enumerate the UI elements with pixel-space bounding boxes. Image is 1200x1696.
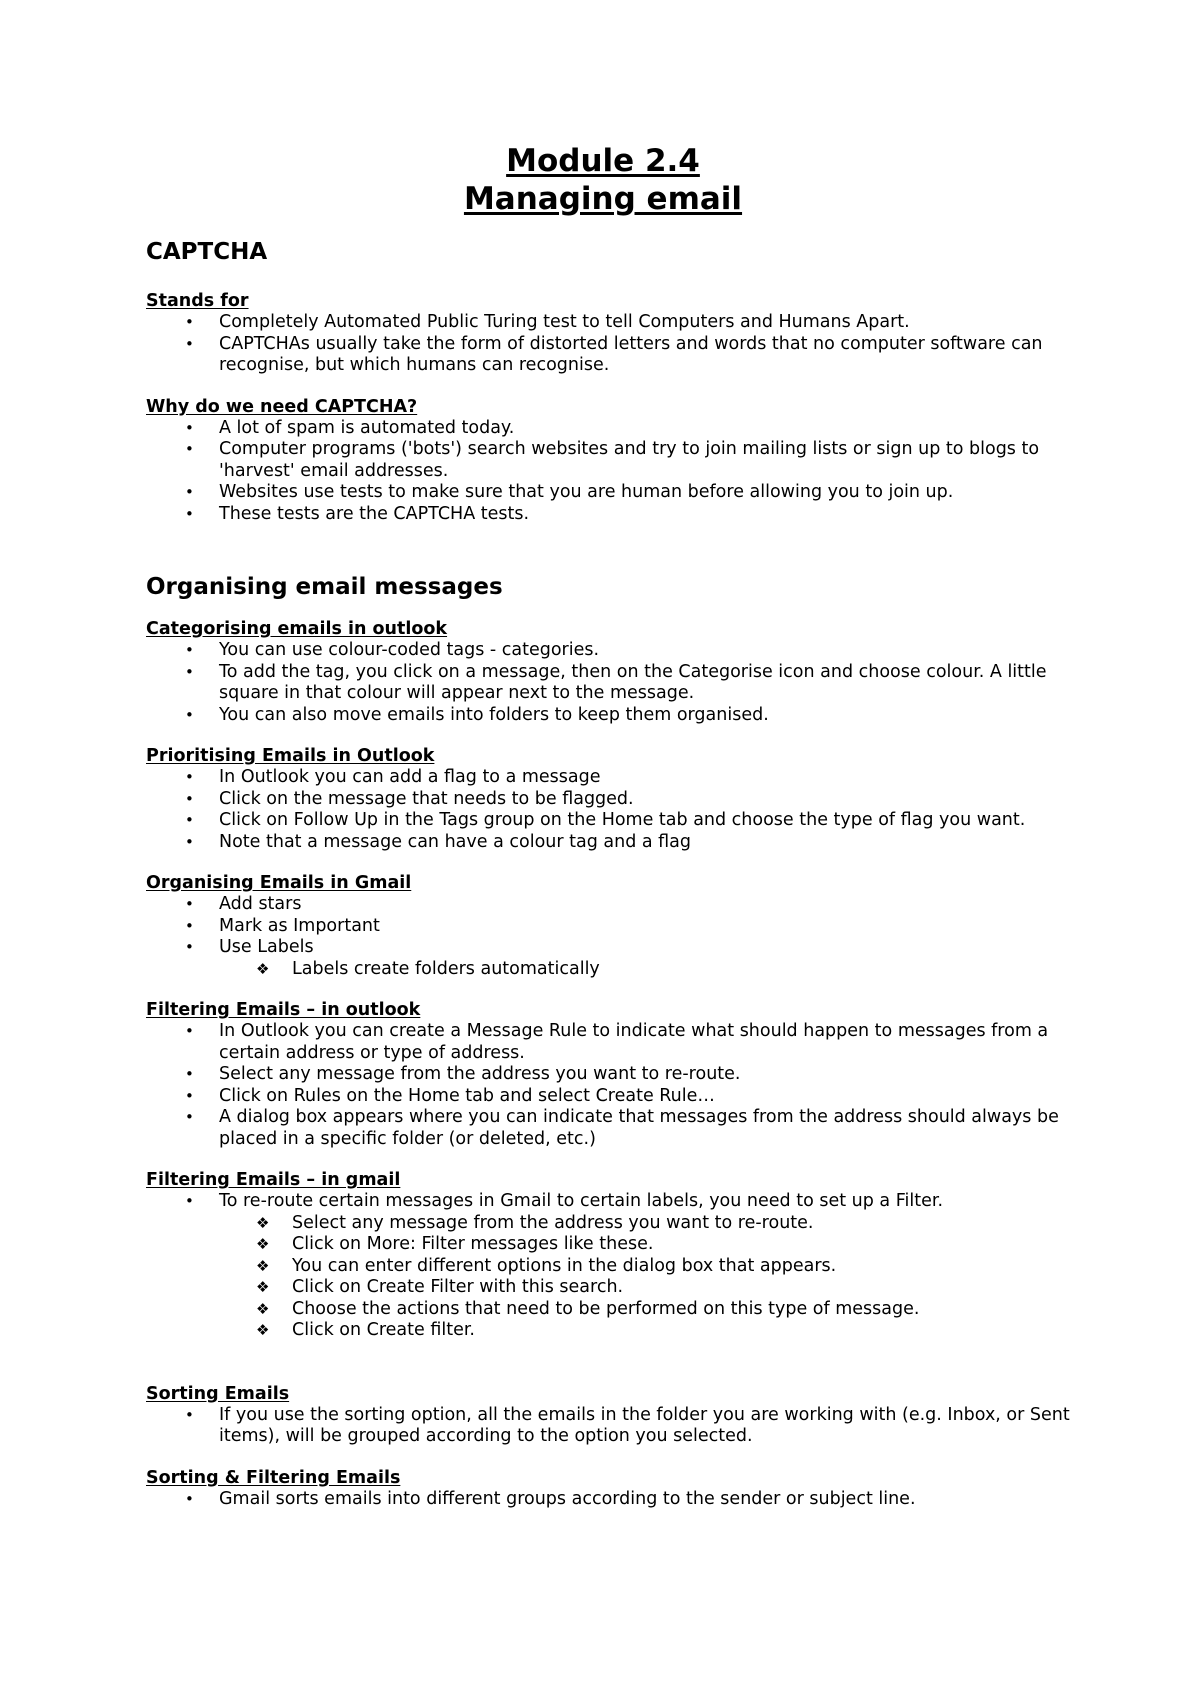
list-item: • You can also move emails into folders to keep them organised. [146, 705, 1100, 727]
list-item: • You can use colour-coded tags - categories. [146, 640, 1100, 662]
list-item: • Mark as Important [146, 916, 1100, 938]
prioritising-list [146, 767, 1100, 853]
list-item: • Gmail sorts emails into different groups according to the sender or subject line. [146, 1489, 1100, 1511]
filter-outlook-heading: Filtering Emails – in outlook [146, 1000, 421, 1020]
list-item [146, 937, 1100, 980]
list-item: • Note that a message can have a colour tag and a flag [146, 832, 1100, 854]
list-item: • A dialog box appears where you can indicate that messages from the address should always be placed in a specific folder (or deleted, etc.) [146, 1107, 1100, 1150]
list-item: • Websites use tests to make sure that you are human before allowing you to join up. [146, 482, 1100, 504]
list-item: • A lot of spam is automated today. [146, 418, 1100, 440]
list-item: • These tests are the CAPTCHA tests. [146, 504, 1100, 526]
why-captcha-list [146, 418, 1100, 526]
list-item: • CAPTCHAs usually take the form of distorted letters and words that no computer software can recognise, but which humans can recognise. [146, 334, 1100, 377]
gmail-organising-list [146, 894, 1100, 980]
captcha-heading: CAPTCHA [146, 239, 268, 265]
sub-list-item: ❖ Select any message from the address you want to re-route. [146, 1213, 1100, 1235]
list-item-text: To re-route certain messages in Gmail to certain labels, you need to set up a Filter. [219, 1191, 944, 1211]
list-item: • Click on Rules on the Home tab and select Create Rule… [146, 1086, 1100, 1108]
filter-gmail-heading: Filtering Emails – in gmail [146, 1170, 401, 1190]
list-item: • Select any message from the address you want to re-route. [146, 1064, 1100, 1086]
list-item: • Click on the message that needs to be flagged. [146, 789, 1100, 811]
list-item [146, 1191, 1100, 1342]
sorting-heading: Sorting Emails [146, 1383, 290, 1404]
sub-list-item: ❖ Click on Create Filter with this search. [146, 1277, 1100, 1299]
sub-list-item: ❖ Click on More: Filter messages like these. [146, 1234, 1100, 1256]
organising-heading: Organising email messages [146, 574, 503, 600]
list-item: • In Outlook you can add a flag to a message [146, 767, 1100, 789]
categorising-heading: Categorising emails in outlook [146, 619, 448, 639]
sort-filter-heading: Sorting & Filtering Emails [146, 1467, 401, 1488]
document-title [106, 142, 1100, 218]
filter-outlook-list [146, 1021, 1100, 1150]
sub-list-item: ❖ Labels create folders automatically [146, 959, 1100, 981]
filter-gmail-sub-list [146, 1213, 1100, 1342]
why-captcha-heading: Why do we need CAPTCHA? [146, 396, 418, 417]
list-item: • Click on Follow Up in the Tags group on the Home tab and choose the type of flag you want. [146, 810, 1100, 832]
prioritising-heading: Prioritising Emails in Outlook [146, 746, 435, 766]
filter-gmail-list [146, 1191, 1100, 1342]
sub-list-item: ❖ Click on Create filter. [146, 1320, 1100, 1342]
sub-list-item: ❖ You can enter different options in the dialog box that appears. [146, 1256, 1100, 1278]
list-item: • To add the tag, you click on a message, then on the Categorise icon and choose colour. A little square in that colour will appear next to the message. [146, 662, 1100, 705]
title-topic: Managing email [463, 181, 743, 217]
list-item: • Computer programs ('bots') search websites and try to join mailing lists or sign up to blogs to 'harvest' email addresses. [146, 439, 1100, 482]
title-module: Module 2.4 [506, 143, 700, 179]
sorting-list [146, 1405, 1100, 1448]
categorising-list [146, 640, 1100, 726]
list-item: • If you use the sorting option, all the emails in the folder you are working with (e.g. Inbox, or Sent items), will be grouped according to the option you selected. [146, 1405, 1100, 1448]
sort-filter-list [146, 1489, 1100, 1511]
labels-sub-list [146, 959, 1100, 981]
list-item: • Add stars [146, 894, 1100, 916]
list-item-text: Use Labels [219, 937, 314, 957]
gmail-organising-heading: Organising Emails in Gmail [146, 873, 412, 893]
list-item: • In Outlook you can create a Message Rule to indicate what should happen to messages from a certain address or type of address. [146, 1021, 1100, 1064]
sub-list-item: ❖ Choose the actions that need to be performed on this type of message. [146, 1299, 1100, 1321]
stands-for-list [146, 312, 1100, 377]
stands-for-heading: Stands for [146, 291, 249, 311]
list-item: • Completely Automated Public Turing test to tell Computers and Humans Apart. [146, 312, 1100, 334]
